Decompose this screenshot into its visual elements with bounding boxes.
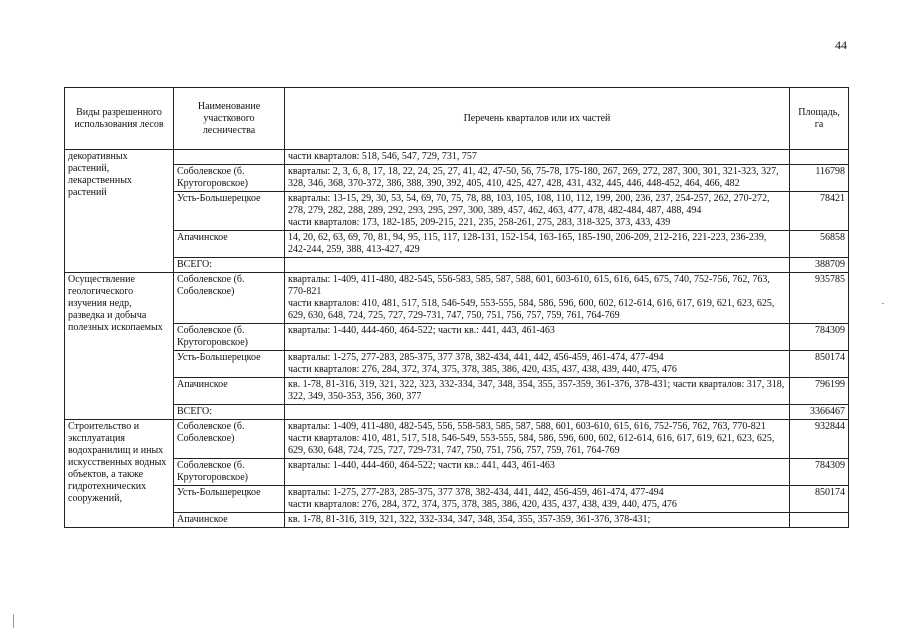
total-spacer <box>285 405 790 420</box>
quarters-cell <box>285 192 790 231</box>
area-cell: 784309 <box>790 324 849 351</box>
partial-quarters-text: части кварталов: 173, 182-185, 209-215, 221, 235, 258-261, 275, 283, 318-325, 373, 433, 439 <box>288 217 671 228</box>
table-row <box>65 165 849 192</box>
scan-dot-mark <box>882 303 884 304</box>
total-label: ВСЕГО: <box>174 258 285 273</box>
header-district: Наименование участкового лесничества <box>174 88 285 150</box>
quarters-cell <box>285 165 790 192</box>
forest-use-table <box>64 87 849 528</box>
partial-quarters-text: части кварталов: 410, 481, 517, 518, 546-549, 553-555, 584, 586, 596, 600, 602, 612-614, 616, 617, 619, 621, 623, 625, 629, 630, 648, 724, 725, 727, 729-731, 747, 750, 751, 756, 757, 759, 761, 764-769 <box>288 433 775 456</box>
quarters-text: кварталы: 2, 3, 6, 8, 17, 18, 22, 24, 25, 27, 41, 42, 47-50, 56, 75-78, 175-180, 267, 269, 272, 287, 300, 301, 321-323, 327, 328, 346, 368, 370-372, 386, 388, 390, 392, 405, 410, 425, 427, 428, 431, 432, 445, 446, 448-452, 464, 466, 482 <box>288 166 779 189</box>
quarters-text: кварталы: 1-440, 444-460, 464-522; части кв.: 441, 443, 461-463 <box>288 325 555 336</box>
header-use-type: Виды разрешенного использования лесов <box>65 88 174 150</box>
total-spacer <box>285 258 790 273</box>
header-row <box>65 88 849 150</box>
quarters-cell <box>285 351 790 378</box>
quarters-cell <box>285 231 790 258</box>
quarters-cell <box>285 273 790 324</box>
area-cell: 116798 <box>790 165 849 192</box>
district-cell: Усть-Большерецкое <box>174 486 285 513</box>
area-cell: 932844 <box>790 420 849 459</box>
table-row <box>65 459 849 486</box>
table-row <box>65 513 849 528</box>
quarters-cell <box>285 324 790 351</box>
table-row <box>65 486 849 513</box>
quarters-text: 14, 20, 62, 63, 69, 70, 81, 94, 95, 115, 117, 128-131, 152-154, 163-165, 185-190, 206-209, 212-216, 221-223, 236-239, 242-244, 259, 388, 413-427, 429 <box>288 232 767 255</box>
district-cell <box>174 150 285 165</box>
quarters-cell <box>285 378 790 405</box>
total-label: ВСЕГО: <box>174 405 285 420</box>
district-cell: Апачинское <box>174 231 285 258</box>
table-row <box>65 324 849 351</box>
quarters-text: кварталы: 1-409, 411-480, 482-545, 556, 558-583, 585, 587, 588, 601, 603-610, 615, 616, 752-756, 762, 763, 770-821 <box>288 421 766 432</box>
quarters-cell <box>285 486 790 513</box>
table-row <box>65 192 849 231</box>
district-cell: Апачинское <box>174 378 285 405</box>
quarters-text: кварталы: 1-275, 277-283, 285-375, 377 378, 382-434, 441, 442, 456-459, 461-474, 477-494 <box>288 487 664 498</box>
district-cell: Соболевское (б. Соболевское) <box>174 273 285 324</box>
quarters-cell <box>285 420 790 459</box>
use-type-cell: Осуществление геологического изучения недр, разведка и добыча полезных ископаемых <box>65 273 174 420</box>
district-cell: Апачинское <box>174 513 285 528</box>
total-value: 3366467 <box>790 405 849 420</box>
area-cell: 850174 <box>790 486 849 513</box>
quarters-text: кв. 1-78, 81-316, 319, 321, 322, 323, 332-334, 347, 348, 354, 355, 357-359, 361-376, 378-431; части кварталов: 317, 318, 322, 349, 350-353, 356, 360, 377 <box>288 379 785 402</box>
district-cell: Соболевское (б. Крутогоровское) <box>174 165 285 192</box>
quarters-text: кварталы: 1-409, 411-480, 482-545, 556-583, 585, 587, 588, 601, 603-610, 615, 616, 645, 675, 740, 752-756, 762, 763, 770-821 <box>288 274 770 297</box>
table-row <box>65 231 849 258</box>
district-cell: Усть-Большерецкое <box>174 192 285 231</box>
quarters-text: кварталы: 13-15, 29, 30, 53, 54, 69, 70, 75, 78, 88, 103, 105, 108, 110, 112, 199, 200, 236, 237, 254-257, 262, 270-272, 278, 279, 282, 288, 289, 292, 293, 295, 297, 300, 389, 457, 462, 463, 477, 478, 482-484, 487, 488, 494 <box>288 193 770 216</box>
area-cell: 56858 <box>790 231 849 258</box>
table-row <box>65 273 849 324</box>
page-number: 44 <box>835 38 847 52</box>
quarters-text: кв. 1-78, 81-316, 319, 321, 322, 332-334, 347, 348, 354, 355, 357-359, 361-376, 378-431; <box>288 514 651 525</box>
district-cell: Соболевское (б. Соболевское) <box>174 420 285 459</box>
area-cell <box>790 150 849 165</box>
quarters-cell <box>285 150 790 165</box>
quarters-text: кварталы: 1-440, 444-460, 464-522; части кв.: 441, 443, 461-463 <box>288 460 555 471</box>
district-cell: Соболевское (б. Крутогоровское) <box>174 324 285 351</box>
area-cell: 935785 <box>790 273 849 324</box>
use-type-cell: декоративных растений, лекарственных растений <box>65 150 174 273</box>
table-row <box>65 378 849 405</box>
district-cell: Усть-Большерецкое <box>174 351 285 378</box>
table-row <box>65 420 849 459</box>
use-type-cell: Строительство и эксплуатация водохранилищ и иных искусственных водных объектов, а также гидротехнических сооружений, <box>65 420 174 528</box>
total-row <box>65 405 849 420</box>
total-value: 388709 <box>790 258 849 273</box>
quarters-text: части кварталов: 518, 546, 547, 729, 731, 757 <box>288 151 477 162</box>
table-row <box>65 351 849 378</box>
area-cell: 784309 <box>790 459 849 486</box>
scan-edge-mark <box>13 614 14 628</box>
partial-quarters-text: части кварталов: 410, 481, 517, 518, 546-549, 553-555, 584, 586, 596, 600, 602, 612-614, 616, 617, 619, 621, 623, 625, 629, 630, 648, 724, 725, 727, 729-731, 747, 750, 751, 756, 757, 759, 761, 764-769 <box>288 298 775 321</box>
partial-quarters-text: части кварталов: 276, 284, 372, 374, 375, 378, 385, 386, 420, 435, 437, 438, 439, 440, 475, 476 <box>288 364 677 375</box>
quarters-cell <box>285 459 790 486</box>
table-row <box>65 150 849 165</box>
header-area: Площадь, га <box>790 88 849 150</box>
area-cell <box>790 513 849 528</box>
partial-quarters-text: части кварталов: 276, 284, 372, 374, 375, 378, 385, 386, 420, 435, 437, 438, 439, 440, 475, 476 <box>288 499 677 510</box>
total-row <box>65 258 849 273</box>
quarters-text: кварталы: 1-275, 277-283, 285-375, 377 378, 382-434, 441, 442, 456-459, 461-474, 477-494 <box>288 352 664 363</box>
area-cell: 796199 <box>790 378 849 405</box>
quarters-cell <box>285 513 790 528</box>
area-cell: 78421 <box>790 192 849 231</box>
area-cell: 850174 <box>790 351 849 378</box>
district-cell: Соболевское (б. Крутогоровское) <box>174 459 285 486</box>
header-quarters: Перечень кварталов или их частей <box>285 88 790 150</box>
